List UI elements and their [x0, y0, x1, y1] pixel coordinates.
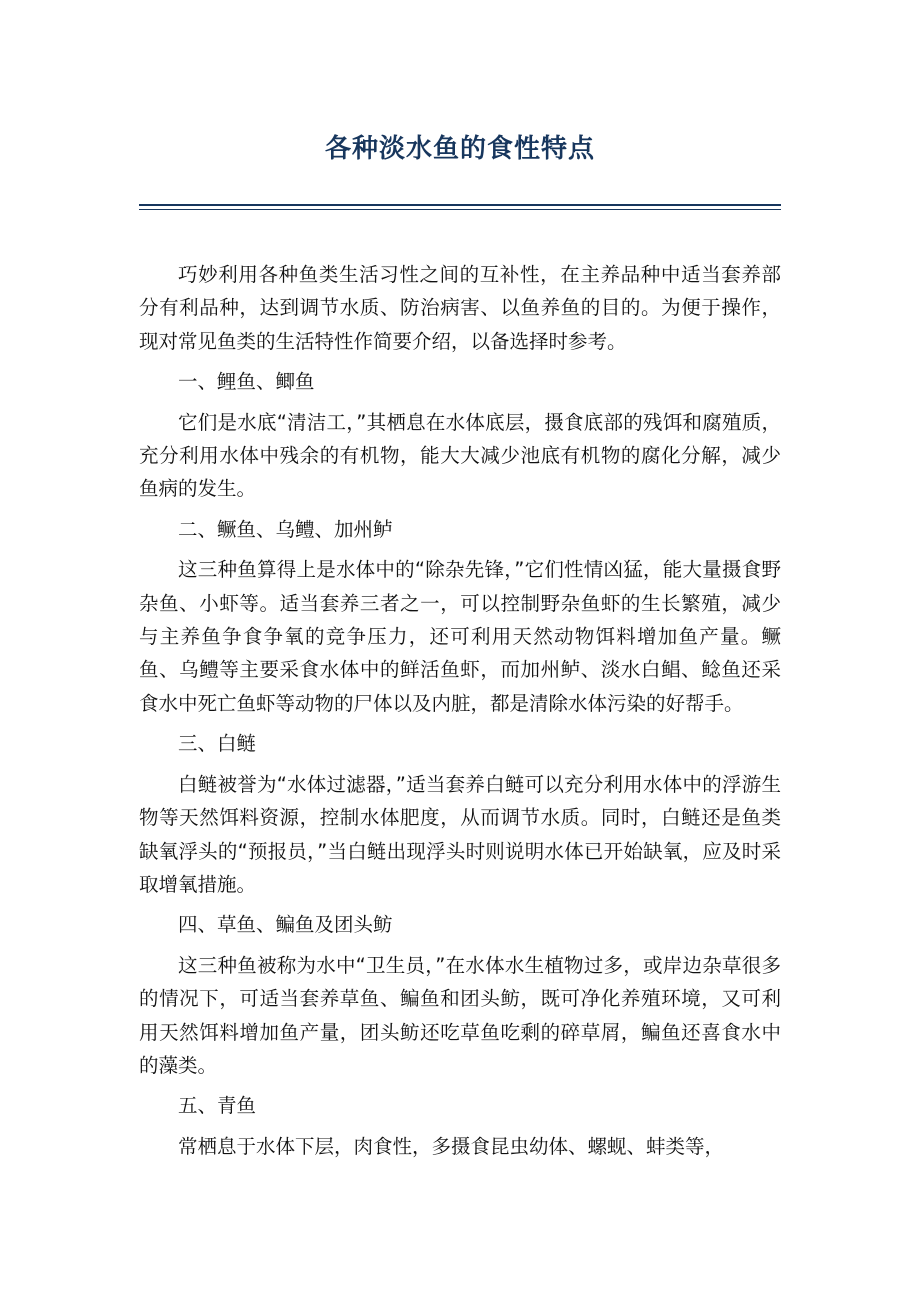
document-title: 各种淡水鱼的食性特点	[324, 134, 595, 164]
section-paragraph: 它们是水底“清洁工，”其栖息在水体底层，摄食底部的残饵和腐殖质，充分利用水体中残余的有机物，能大大减少池底有机物的腐化分解，减少鱼病的发生。	[139, 410, 781, 501]
section-heading: 三、白鲢	[178, 732, 257, 756]
title-double-rule	[139, 204, 781, 210]
section-heading: 四、草鱼、鳊鱼及团头鲂	[178, 913, 393, 937]
section-paragraph: 白鲢被誉为“水体过滤器，”适当套养白鲢可以充分利用水体中的浮游生物等天然饵料资源，控制水体肥度，从而调节水质。同时，白鲢还是鱼类缺氧浮头的“预报员，”当白鲢出现浮头时则说明水体已开始缺氧，应及时采取增氧措施。	[139, 772, 781, 896]
section-heading: 一、鲤鱼、鲫鱼	[178, 370, 315, 394]
section-heading: 二、鳜鱼、乌鳢、加州鲈	[178, 517, 393, 541]
section-paragraph: 这三种鱼算得上是水体中的“除杂先锋，”它们性情凶猛，能大量摄食野杂鱼、小虾等。适当套养三者之一，可以控制野杂鱼虾的生长繁殖，减少与主养鱼争食争氧的竞争压力，还可利用天然动物饵料增加鱼产量。鳜鱼、乌鳢等主要采食水体中的鲜活鱼虾，而加州鲈、淡水白鲳、鲶鱼还采食水中死亡鱼虾等动物的尸体以及内脏，都是清除水体污染的好帮手。	[139, 558, 781, 715]
section-paragraph: 这三种鱼被称为水中“卫生员，”在水体水生植物过多，或岸边杂草很多的情况下，可适当套养草鱼、鳊鱼和团头鲂，既可净化养殖环境，又可利用天然饵料增加鱼产量，团头鲂还吃草鱼吃剩的碎草屑，鳊鱼还喜食水中的藻类。	[139, 953, 781, 1077]
document-body	[139, 258, 781, 1170]
intro-paragraph: 巧妙利用各种鱼类生活习性之间的互补性，在主养品种中适当套养部分有利品种，达到调节水质、防治病害、以鱼养鱼的目的。为便于操作，现对常见鱼类的生活特性作简要介绍，以备选择时参考。	[139, 263, 781, 353]
section-heading: 五、青鱼	[178, 1094, 257, 1118]
section-paragraph: 常栖息于水体下层，肉食性，多摄食昆虫幼体、螺蚬、蚌类等，	[178, 1134, 725, 1158]
